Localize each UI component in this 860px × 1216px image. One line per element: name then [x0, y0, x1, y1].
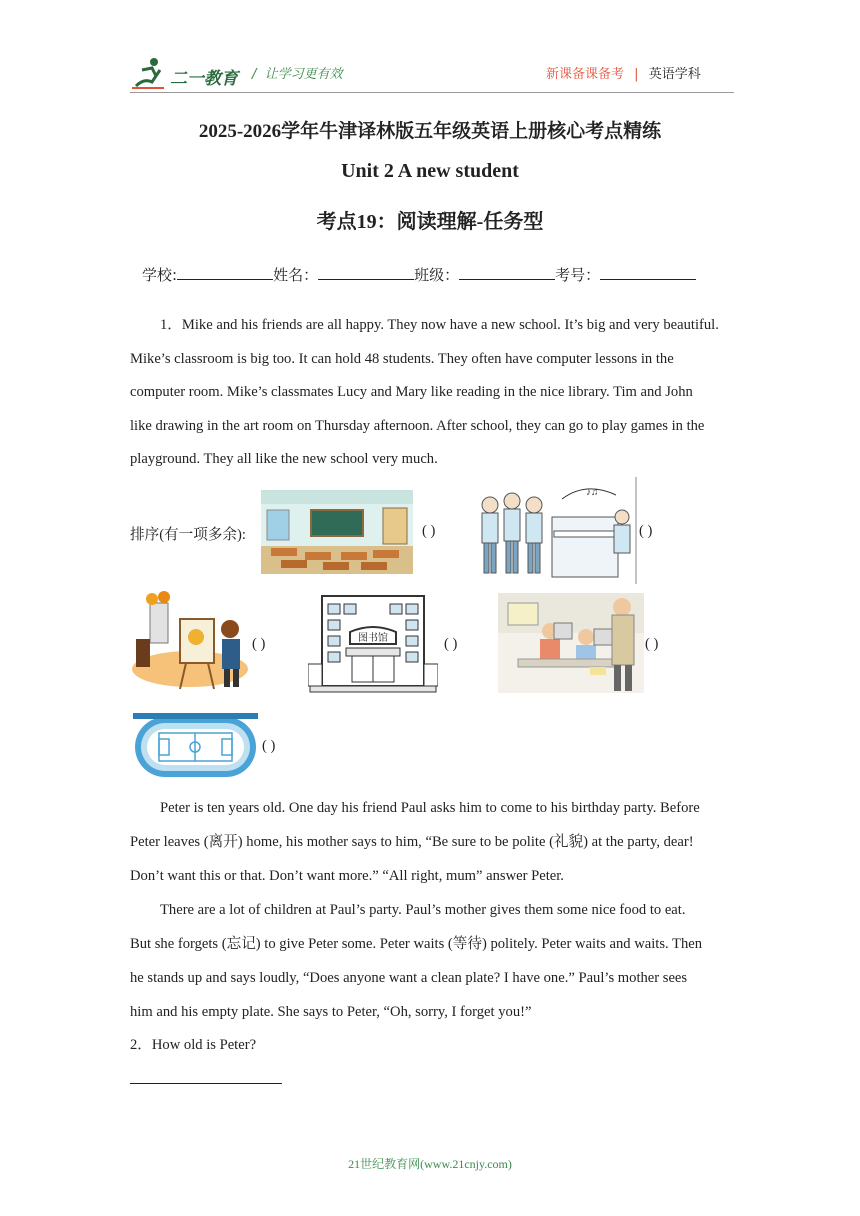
q1-line: 1．Mike and his friends are all happy. They now have a new school. It’s big and very beautiful.: [160, 317, 719, 333]
answer-paren-5[interactable]: ( ): [645, 636, 659, 652]
answer-paren-1[interactable]: ( ): [422, 523, 436, 539]
answer-paren-3[interactable]: ( ): [252, 636, 266, 652]
header-subject-label: 英语学科: [648, 67, 701, 82]
library-picture: [308, 592, 438, 694]
page-footer: 21世纪教育网(www.21cnjy.com): [348, 1157, 512, 1171]
class-label: 班级：: [414, 266, 460, 284]
runner-logo-icon: [130, 56, 166, 90]
library-sign: 图书馆: [358, 633, 388, 644]
header-right: [546, 63, 701, 82]
q1-line: like drawing in the art room on Thursday afternoon. After school, they can go to play games in the: [130, 417, 705, 434]
answer-paren-6[interactable]: ( ): [262, 738, 276, 754]
number-label: 考号：: [555, 266, 601, 284]
svg-text:♪♫: ♪♫: [586, 487, 599, 498]
header-slogan: / 让学习更有效: [252, 67, 343, 82]
passage-2-line: But she forgets (忘记) to give Peter some. Peter waits (等待) politely. Peter waits and waits. Then: [130, 936, 703, 952]
header-separator: |: [634, 67, 639, 82]
student-info-row: [142, 264, 696, 285]
q1-line: computer room. Mike’s classmates Lucy and Mary like reading in the nice library. Tim and John: [130, 384, 693, 401]
answer-line-2[interactable]: [130, 1083, 282, 1084]
answer-paren-2[interactable]: ( ): [639, 523, 653, 539]
passage-2: [130, 791, 732, 1029]
passage-2-line: him and his empty plate. She says to Peter, “Oh, sorry, I forget you!”: [130, 1004, 532, 1020]
q1-passage: [130, 309, 732, 477]
unit-title: Unit 2 A new student: [341, 160, 519, 182]
passage-2-line: Peter leaves (离开) home, his mother says to him, “Be sure to be polite (礼貌) at the party, dear!: [130, 834, 694, 850]
sort-instruction: 排序(有一项多余):: [130, 527, 246, 543]
school-label: 学校:: [142, 266, 178, 284]
topic-title: 考点19：阅读理解-任务型: [316, 211, 544, 233]
name-label: 姓名：: [273, 266, 319, 284]
logo-text: 二一教育: [170, 69, 238, 89]
art-room-picture: [130, 589, 251, 696]
school-blank[interactable]: [177, 265, 273, 280]
q1-line: playground. They all like the new school very much.: [130, 451, 438, 468]
question-2: 2．How old is Peter?: [130, 1037, 257, 1053]
passage-2-line: Don’t want this or that. Don’t want more.” “All right, mum” answer Peter.: [130, 868, 564, 884]
classroom-picture: [261, 490, 413, 574]
playground-picture: [133, 713, 258, 781]
logo: [130, 56, 240, 90]
header-divider: [130, 92, 734, 93]
answer-paren-4[interactable]: ( ): [444, 636, 458, 652]
passage-2-line: Peter is ten years old. One day his friend Paul asks him to come to his birthday party. Before: [160, 800, 700, 816]
q1-line: Mike’s classroom is big too. It can hold 48 students. They often have computer lessons in the: [130, 350, 674, 367]
name-blank[interactable]: [318, 265, 414, 280]
header-course-label: 新课备课备考: [546, 67, 625, 82]
number-blank[interactable]: [600, 265, 696, 280]
computer-room-picture: [498, 593, 644, 693]
passage-2-line: There are a lot of children at Paul’s party. Paul’s mother gives them some nice food to eat.: [160, 902, 686, 918]
page-title: 2025-2026学年牛津译林版五年级英语上册核心考点精练: [198, 121, 662, 142]
music-room-picture: [476, 477, 638, 584]
passage-2-line: he stands up and says loudly, “Does anyone want a clean plate? I have one.” Paul’s mother sees: [130, 970, 688, 986]
class-blank[interactable]: [459, 265, 555, 280]
